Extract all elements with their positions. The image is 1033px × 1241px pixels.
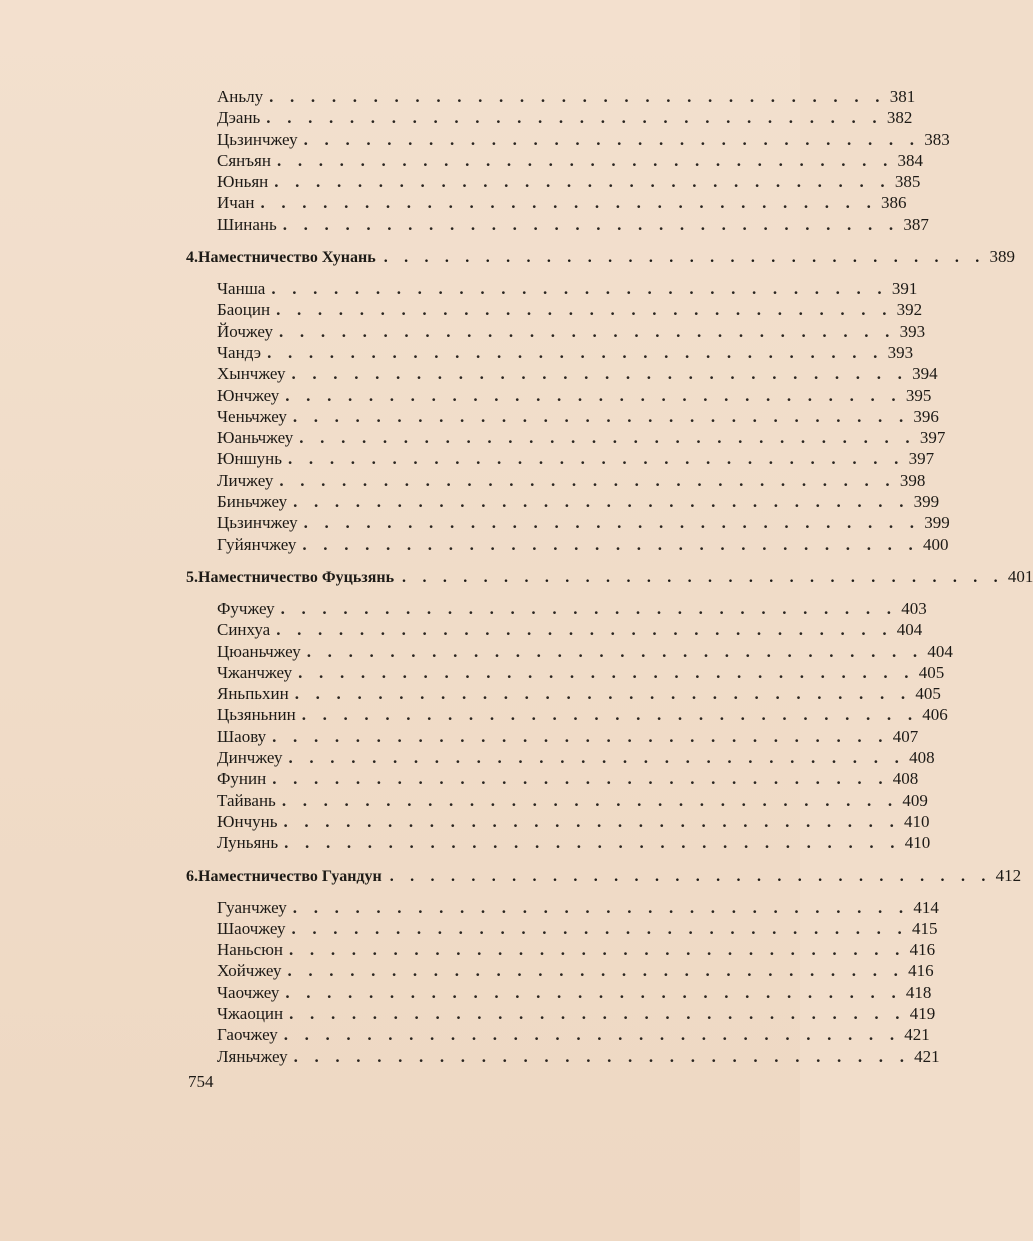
dot-leader: . . . . . . . . . . . . . . . . . . . . . . . . . . . . . .	[289, 1003, 906, 1023]
entry-page-number: 383	[924, 129, 950, 149]
entry-page-number: 397	[908, 449, 935, 469]
dot-leader: . . . . . . . . . . . . . . . . . . . . . . . . . . . . . .	[267, 342, 884, 362]
entry-title: Фунин	[217, 769, 267, 789]
entry-page-number: 389	[989, 247, 1016, 267]
toc-entry	[186, 385, 932, 406]
entry-page-number: 397	[919, 428, 946, 448]
section-number: 5.	[186, 568, 198, 586]
toc-entry	[186, 982, 932, 1003]
entry-title: Фучжеу	[217, 598, 275, 618]
toc-entry	[186, 406, 939, 427]
entry-page-number: 416	[908, 961, 934, 981]
toc-entry	[186, 192, 907, 213]
entry-page-number: 393	[899, 321, 926, 341]
entry-title: Шаочжеу	[217, 918, 286, 938]
toc-entry	[186, 768, 919, 789]
entry-title: Ичан	[217, 193, 255, 213]
toc-entry	[186, 363, 938, 384]
entry-page-number: 410	[904, 833, 931, 853]
toc-entry	[186, 683, 941, 704]
entry-title: Хойчжеу	[217, 961, 282, 981]
toc-entry	[186, 470, 926, 491]
dot-leader: . . . . . . . . . . . . . . . . . . . . . . . . . . . . . .	[285, 982, 902, 1002]
toc-entry	[186, 960, 934, 981]
entry-title: Цюаньчжеу	[217, 641, 301, 661]
entry-page-number: 416	[909, 940, 936, 960]
entry-page-number: 384	[897, 150, 924, 170]
entry-title: Шаову	[217, 726, 267, 746]
entry-page-number: 421	[914, 1046, 940, 1066]
entry-page-number: 414	[913, 897, 939, 917]
toc-section-heading	[186, 246, 1016, 268]
entry-title: Гуйянчжеу	[217, 534, 297, 554]
dot-leader: . . . . . . . . . . . . . . . . . . . . . . . . . . . . . .	[274, 172, 891, 192]
toc-entry	[186, 918, 938, 939]
toc-entry	[186, 598, 927, 619]
dot-leader: . . . . . . . . . . . . . . . . . . . . . . . . . . . . . .	[266, 108, 883, 128]
dot-leader: . . . . . . . . . . . . . . . . . . . . . . . . . . . . . .	[293, 492, 910, 512]
entry-title: Чжаоцин	[217, 1003, 284, 1023]
toc-entry	[186, 299, 923, 320]
entry-title: Хынчжеу	[217, 364, 286, 384]
entry-page-number: 415	[912, 918, 938, 938]
entry-title: Баоцин	[217, 300, 271, 320]
toc-entry	[186, 1003, 936, 1024]
dot-leader: . . . . . . . . . . . . . . . . . . . . . . . . . . . . . .	[288, 748, 906, 768]
entry-page-number: 405	[918, 662, 945, 682]
toc-entry	[186, 171, 921, 192]
entry-page-number: 412	[995, 865, 1022, 885]
entry-page-number: 385	[894, 172, 921, 192]
entry-page-number: 399	[913, 492, 940, 512]
dot-leader: . . . . . . . . . . . . . . . . . . . . . . . . . . . . . .	[285, 385, 902, 405]
entry-title: Ченьчжеу	[217, 406, 287, 426]
entry-title: Наньсюн	[217, 940, 284, 960]
toc-entry	[186, 811, 930, 832]
dot-leader: . . . . . . . . . . . . . . . . . . . . . . . . . . . . . .	[282, 214, 900, 234]
entry-page-number: 400	[922, 534, 949, 554]
entry-page-number: 391	[891, 279, 918, 299]
toc-entry	[186, 641, 953, 662]
toc-entry	[186, 534, 949, 555]
entry-page-number: 395	[905, 385, 932, 405]
entry-title: Цьзинчжеу	[217, 513, 298, 533]
toc-entry	[186, 726, 919, 747]
dot-leader: . . . . . . . . . . . . . . . . . . . . . . . . . . . . . .	[301, 705, 919, 725]
dot-leader: . . . . . . . . . . . . . . . . . . . . . . . . . . . . . .	[280, 598, 898, 618]
entry-title: Биньчжеу	[217, 492, 288, 512]
entry-title: Ляньчжеу	[217, 1046, 288, 1066]
dot-leader: . . . . . . . . . . . . . . . . . . . . . . . . . . . . . .	[289, 940, 906, 960]
entry-title: Цьзяньнин	[217, 705, 296, 725]
toc-entry	[186, 321, 926, 342]
toc-entry	[186, 342, 914, 363]
entry-page-number: 418	[905, 982, 932, 1002]
section-title: Наместничество Хунань	[198, 249, 376, 267]
entry-page-number: 419	[909, 1003, 936, 1023]
entry-page-number: 381	[889, 87, 916, 106]
entry-page-number: 399	[924, 513, 950, 533]
entry-title: Тайвань	[217, 790, 276, 810]
page-number: 754	[188, 1072, 214, 1091]
dot-leader: . . . . . . . . . . . . . . . . . . . . . . . . . . . . . .	[271, 279, 888, 299]
toc-entry	[186, 790, 928, 811]
entry-title: Юнчжеу	[217, 385, 280, 405]
entry-page-number: 396	[913, 406, 939, 426]
toc-entry	[186, 512, 950, 533]
entry-title: Чанша	[217, 279, 266, 299]
entry-title: Юаньчжеу	[217, 428, 294, 448]
entry-title: Юньян	[217, 172, 269, 192]
entry-title: Чаочжеу	[217, 982, 280, 1002]
entry-page-number: 408	[892, 769, 919, 789]
section-number: 4.	[186, 249, 198, 267]
toc-entry	[186, 107, 913, 128]
dot-leader: . . . . . . . . . . . . . . . . . . . . . . . . . . . . . .	[292, 897, 910, 917]
entry-title: Яньпьхин	[217, 684, 289, 704]
entry-page-number: 406	[922, 705, 948, 725]
toc-entry	[186, 897, 939, 918]
entry-page-number: 408	[909, 748, 935, 768]
dot-leader: . . . . . . . . . . . . . . . . . . . . . . . . . . . . . .	[303, 129, 921, 149]
dot-leader: . . . . . . . . . . . . . . . . . . . . . . . . . . . . . .	[279, 470, 896, 490]
entry-page-number: 382	[886, 108, 913, 128]
table-of-contents	[186, 86, 1033, 1067]
toc-entry	[186, 619, 923, 640]
toc-entry	[186, 214, 929, 235]
dot-leader: . . . . . . . . . . . . . . . . . . . . . . . . . . . . . .	[288, 449, 905, 469]
dot-leader: . . . . . . . . . . . . . . . . . . . . . . . . . . . . . .	[287, 961, 905, 981]
toc-entry	[186, 662, 945, 683]
dot-leader: . . . . . . . . . . . . . . . . . . . . . . . . . . . . . .	[298, 662, 915, 682]
dot-leader: . . . . . . . . . . . . . . . . . . . . . . . . . . . . . .	[389, 867, 992, 885]
entry-title: Гуанчжеу	[217, 897, 287, 917]
toc-entry	[186, 491, 940, 512]
entry-title: Чжанчжеу	[217, 662, 293, 682]
entry-page-number: 393	[887, 342, 914, 362]
entry-page-number: 407	[892, 726, 919, 746]
entry-title: Шинань	[217, 214, 277, 234]
dot-leader: . . . . . . . . . . . . . . . . . . . . . . . . . . . . . .	[279, 321, 896, 341]
entry-page-number: 398	[899, 470, 926, 490]
toc-entry	[186, 86, 916, 107]
toc-entry	[186, 939, 936, 960]
entry-page-number: 404	[927, 641, 953, 661]
dot-leader: . . . . . . . . . . . . . . . . . . . . . . . . . . . . . .	[294, 684, 912, 704]
toc-entry	[186, 1046, 940, 1067]
dot-leader: . . . . . . . . . . . . . . . . . . . . . . . . . . . . . .	[284, 833, 901, 853]
dot-leader: . . . . . . . . . . . . . . . . . . . . . . . . . . . . . .	[302, 534, 919, 554]
toc-entry	[186, 150, 924, 171]
dot-leader: . . . . . . . . . . . . . . . . . . . . . . . . . . . . . .	[283, 1025, 901, 1045]
entry-title: Юнчунь	[217, 811, 278, 831]
entry-title: Чандэ	[217, 342, 262, 362]
dot-leader: . . . . . . . . . . . . . . . . . . . . . . . . . . . . . .	[402, 568, 1004, 586]
entry-title: Цьзинчжеу	[217, 129, 298, 149]
entry-title: Луньянь	[217, 833, 279, 853]
dot-leader: . . . . . . . . . . . . . . . . . . . . . . . . . . . . . .	[276, 150, 894, 170]
dot-leader: . . . . . . . . . . . . . . . . . . . . . . . . . . . . . .	[293, 1046, 911, 1066]
dot-leader: . . . . . . . . . . . . . . . . . . . . . . . . . . . . . .	[291, 364, 909, 384]
toc-section-heading	[186, 566, 1033, 588]
dot-leader: . . . . . . . . . . . . . . . . . . . . . . . . . . . . . .	[260, 193, 878, 213]
dot-leader: . . . . . . . . . . . . . . . . . . . . . . . . . . . . . .	[281, 790, 899, 810]
entry-page-number: 387	[903, 214, 929, 234]
entry-title: Йочжеу	[217, 321, 274, 341]
dot-leader: . . . . . . . . . . . . . . . . . . . . . . . . . . . . . .	[292, 406, 910, 426]
entry-title: Сянъян	[217, 150, 271, 170]
entry-title: Личжеу	[217, 470, 274, 490]
entry-title: Гаочжеу	[217, 1025, 278, 1045]
section-title: Наместничество Гуандун	[198, 867, 382, 885]
dot-leader: . . . . . . . . . . . . . . . . . . . . . . . . . . . . . .	[283, 811, 901, 831]
entry-title: Динчжеу	[217, 748, 283, 768]
entry-page-number: 404	[896, 620, 923, 640]
dot-leader: . . . . . . . . . . . . . . . . . . . . . . . . . . . . . .	[269, 87, 886, 106]
entry-title: Аньлу	[217, 87, 264, 106]
entry-page-number: 392	[896, 300, 923, 320]
entry-title: Юншунь	[217, 449, 283, 469]
toc-entry	[186, 704, 948, 725]
dot-leader: . . . . . . . . . . . . . . . . . . . . . . . . . . . . . .	[291, 918, 909, 938]
dot-leader: . . . . . . . . . . . . . . . . . . . . . . . . . . . . . .	[272, 726, 889, 746]
dot-leader: . . . . . . . . . . . . . . . . . . . . . . . . . . . . . .	[276, 620, 893, 640]
entry-page-number: 409	[902, 790, 928, 810]
entry-page-number: 386	[881, 193, 907, 213]
entry-title: Синхуа	[217, 620, 271, 640]
toc-entry	[186, 448, 935, 469]
dot-leader: . . . . . . . . . . . . . . . . . . . . . . . . . . . . . .	[383, 249, 986, 267]
entry-page-number: 401	[1007, 566, 1033, 586]
section-title: Наместничество Фуцьзянь	[198, 568, 395, 586]
toc-entry	[186, 129, 950, 150]
dot-leader: . . . . . . . . . . . . . . . . . . . . . . . . . . . . . .	[276, 300, 893, 320]
toc-entry	[186, 278, 918, 299]
dot-leader: . . . . . . . . . . . . . . . . . . . . . . . . . . . . . .	[303, 513, 921, 533]
entry-page-number: 394	[912, 364, 938, 384]
dot-leader: . . . . . . . . . . . . . . . . . . . . . . . . . . . . . .	[299, 428, 916, 448]
dot-leader: . . . . . . . . . . . . . . . . . . . . . . . . . . . . . .	[306, 641, 924, 661]
toc-entry	[186, 832, 931, 853]
entry-page-number: 410	[904, 811, 930, 831]
dot-leader: . . . . . . . . . . . . . . . . . . . . . . . . . . . . . .	[272, 769, 889, 789]
entry-title: Дэань	[217, 108, 261, 128]
toc-section-heading	[186, 865, 1022, 887]
entry-page-number: 403	[901, 598, 927, 618]
toc-entry	[186, 427, 946, 448]
toc-entry	[186, 1024, 930, 1045]
entry-page-number: 405	[915, 684, 941, 704]
toc-entry	[186, 747, 935, 768]
entry-page-number: 421	[904, 1025, 930, 1045]
section-number: 6.	[186, 867, 198, 885]
